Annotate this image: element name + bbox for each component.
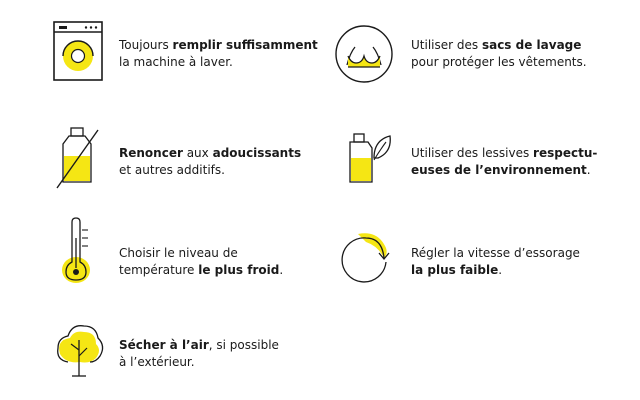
tip-text-bold: Renoncer xyxy=(119,146,183,160)
tip-text: Utiliser des lessives xyxy=(411,146,534,160)
tip-line xyxy=(119,262,283,279)
tip-text: Choisir le niveau de xyxy=(119,246,238,260)
tip-line xyxy=(119,354,279,371)
tip-text: à l’extérieur. xyxy=(119,355,195,369)
tip-line xyxy=(411,54,587,71)
tip-line xyxy=(411,162,597,179)
bra-laundry-bag-icon xyxy=(333,23,395,85)
tip-text: température xyxy=(119,263,199,277)
tip-text: Toujours xyxy=(119,38,173,52)
tip-text: . xyxy=(586,163,591,177)
tip-line xyxy=(119,162,301,179)
no-softener-bottle-icon xyxy=(54,126,102,190)
tip-line xyxy=(411,262,580,279)
tip-line xyxy=(411,245,580,262)
tip-text: la machine à laver. xyxy=(119,55,233,69)
tip-text-bold: sacs de lavage xyxy=(481,38,582,52)
tip-text: pour protéger les vêtements. xyxy=(411,55,587,69)
tip-line xyxy=(411,145,597,162)
tip-text: . xyxy=(279,263,284,277)
tip-line xyxy=(119,145,301,162)
tip-text-bold: Sécher à l’air xyxy=(119,338,209,352)
tip-text-bold: remplir suffisamment xyxy=(172,38,318,52)
washing-machine-icon xyxy=(52,20,104,82)
tip-line xyxy=(119,245,283,262)
tip-text: Utiliser des xyxy=(411,38,482,52)
tip-line xyxy=(119,37,318,54)
spin-arrow-icon xyxy=(336,228,396,284)
tip-text-bold: la plus faible xyxy=(411,263,499,277)
tip-text: , si possible xyxy=(208,338,279,352)
tip-text-bold: euses de l’environnement xyxy=(411,163,587,177)
tip-text: . xyxy=(498,263,503,277)
tip-line xyxy=(411,37,587,54)
tip-text: aux xyxy=(182,146,213,160)
tip-text-bold: adoucissants xyxy=(212,146,302,160)
tip-line xyxy=(119,54,318,71)
eco-detergent-icon xyxy=(344,130,398,186)
tip-text-bold: le plus froid xyxy=(198,263,280,277)
tip-text: Régler la vitesse d’essorage xyxy=(411,246,580,260)
thermometer-icon xyxy=(58,216,102,286)
tip-text: et autres additifs. xyxy=(119,163,225,177)
tree-icon xyxy=(52,314,108,380)
tip-text-bold: respectu- xyxy=(533,146,598,160)
tip-line xyxy=(119,337,279,354)
